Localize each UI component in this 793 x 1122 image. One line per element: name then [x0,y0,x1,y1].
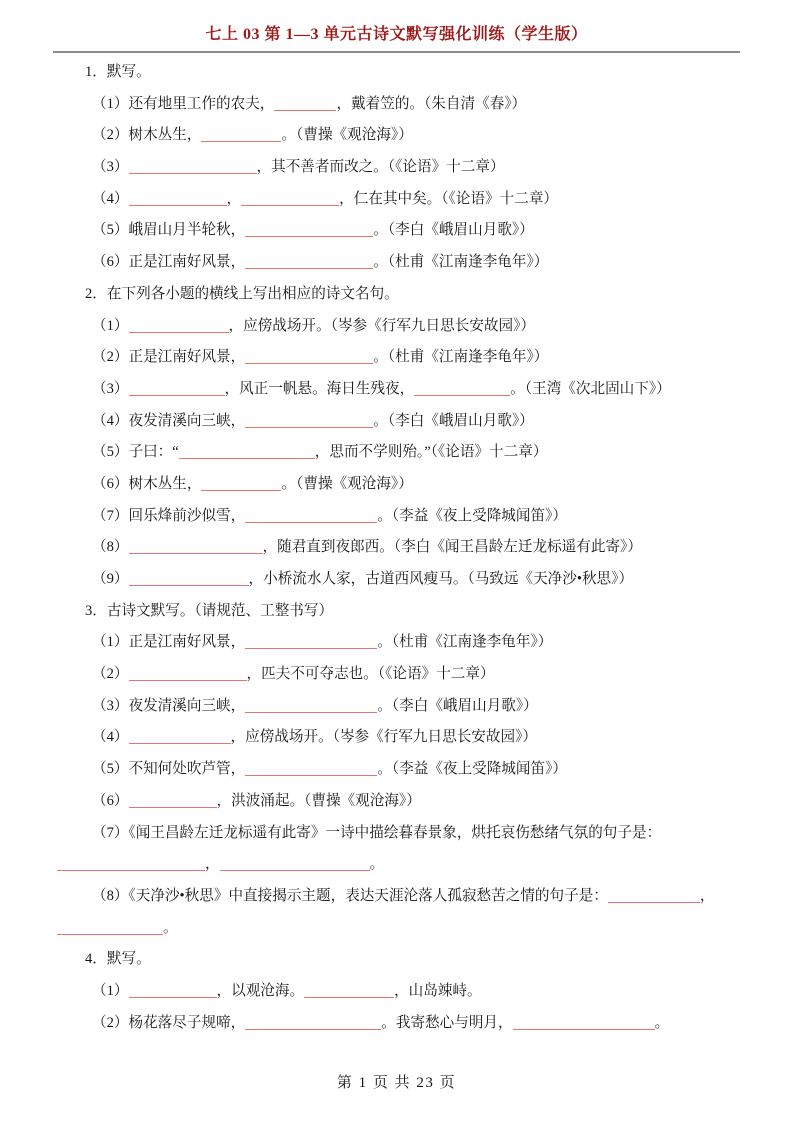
answer-blank [129,190,227,206]
text-segment: ，匹夫不可夺志也。（《论语》十二章） [246,666,495,683]
text-segment: （2）杨花落尽子规啼， [92,1014,246,1031]
text-segment: （7）回乐烽前沙似雪， [92,507,246,524]
text-segment: ，小桥流水人家，古道西风瘦马。（马致远《天净沙•秋思》） [248,571,634,587]
text-segment: 。（李益《夜上受降城闻笛》） [377,507,567,524]
text-segment: 。（王湾《次北固山下》） [510,380,671,397]
text-segment: （4） [92,729,129,746]
question-2-line-7 [92,469,775,501]
text-segment: （1） [92,982,129,999]
question-2-line-10 [92,564,775,596]
question-3-line-8 [92,818,775,850]
question-1-line-4 [92,152,775,184]
question-2-line-3 [92,342,775,374]
text-segment: ，应傍战场开。（岑参《行军九日思长安故园》） [228,317,535,334]
question-3 [57,596,775,945]
text-segment: 。（李白《峨眉山月歌》） [373,222,534,239]
answer-blank [245,1014,381,1030]
answer-blank [201,126,281,142]
question-3-line-3 [92,659,775,691]
text-segment: （3） [92,380,129,397]
question-1-line-2 [92,89,775,121]
page-footer: 第 1 页 共 23 页 [336,1075,457,1091]
text-segment: （5）子曰：“ [92,444,179,461]
text-segment: （3）夜发清溪向三峡， [92,697,246,714]
answer-blank [220,855,370,871]
text-segment: （2） [92,666,129,683]
text-segment: ，山岛竦峙。 [394,982,482,999]
answer-blank [274,95,336,111]
text-segment: （2）树木丛生， [92,127,202,144]
text-segment: ，随君直到夜郎西。（李白《闻王昌龄左迁龙标遥有此寄》） [262,539,642,556]
question-3-line-5 [92,722,775,754]
answer-blank [129,380,225,396]
text-segment: 。（杜甫《江南逢李龟年》） [377,634,553,651]
question-2-line-6 [92,437,775,469]
answer-blank [513,1014,655,1030]
answer-blank [129,982,217,998]
answer-blank [179,443,315,459]
text-segment: 1．默写。 [85,64,151,80]
text-segment: ，风正一帆悬。海日生残夜， [224,380,415,397]
question-4-line-1 [85,944,775,976]
text-segment: 。（曹操《观沧海》） [281,475,413,492]
question-3-line-9 [57,849,775,881]
text-segment: （5）峨眉山月半轮秋， [92,222,246,239]
question-4 [57,944,775,1039]
answer-blank [608,887,700,903]
question-2-line-9 [92,532,775,564]
answer-blank [245,253,373,269]
text-segment: （1） [92,317,129,334]
text-segment: 。（李益《夜上受降城闻笛》） [377,761,567,778]
document-body [0,53,793,1039]
text-segment: 2．在下列各小题的横线上写出相应的诗文名句。 [85,285,399,302]
text-segment: 。（杜甫《江南逢李龟年》） [373,254,549,271]
answer-blank [245,633,377,649]
text-segment: 4．默写。 [85,951,151,968]
answer-blank [129,792,217,808]
text-segment: ， [205,856,220,873]
text-segment: （7）《闻王昌龄左迁龙标遥有此寄》一诗中描绘暮春景象，烘托哀伤愁绪气氛的句子是： [92,824,662,841]
text-segment: 。（曹操《观沧海》） [281,127,413,144]
text-segment: （4）夜发清溪向三峡， [92,412,246,429]
question-1 [57,57,775,279]
text-segment: 。（李白《峨眉山月歌》） [377,697,538,714]
question-2-line-4 [92,374,775,406]
answer-blank [245,412,373,428]
text-segment: 3．古诗文默写。（请规范、工整书写） [85,602,334,619]
text-segment: （3） [92,159,129,176]
answer-blank [129,158,257,174]
text-segment: ，其不善者而改之。（《论语》十二章） [256,159,505,176]
question-3-line-10 [92,881,775,913]
text-segment: （6）正是江南好风景， [92,254,246,271]
answer-blank [245,348,373,364]
question-2-line-5 [92,406,775,438]
answer-blank [414,380,510,396]
text-segment: （5）不知何处吹芦管， [92,761,246,778]
answer-blank [57,855,205,871]
answer-blank [57,919,163,935]
text-segment: 。 [369,856,385,873]
text-segment: 。我寄愁心与明月， [381,1014,513,1031]
text-segment: （2）正是江南好风景， [92,349,246,366]
text-segment: （1）正是江南好风景， [92,634,246,651]
question-4-line-2 [92,976,775,1008]
question-2-line-2 [92,311,775,343]
question-4-line-3 [92,1008,775,1040]
answer-blank [129,728,231,744]
text-segment: （1）还有地里工作的农夫， [92,95,275,112]
question-1-line-7 [92,247,775,279]
text-segment: （9） [92,571,129,587]
answer-blank [245,760,377,776]
answer-blank [245,507,377,523]
question-1-line-6 [92,215,775,247]
question-1-line-5 [92,184,775,216]
text-segment: ，以观沧海。 [216,982,305,999]
question-3-line-2 [92,627,775,659]
question-3-line-11 [57,913,775,945]
answer-blank [241,190,339,206]
text-segment: （6） [92,792,129,809]
text-segment: 。（杜甫《江南逢李龟年》） [373,349,549,366]
question-3-line-7 [92,786,775,818]
question-3-line-1 [85,596,775,628]
text-segment: （6）树木丛生， [92,475,202,492]
text-segment: ，仁在其中矣。（《论语》十二章） [339,190,559,207]
answer-blank [129,665,247,681]
question-3-line-4 [92,691,775,723]
answer-blank [304,982,394,998]
text-segment: （8）《天净沙•秋思》中直接揭示主题，表达天涯沦落人孤寂愁苦之情的句子是： [92,887,608,904]
question-2-line-1 [85,279,775,311]
answer-blank [129,317,229,333]
text-segment: （8） [92,539,129,556]
answer-blank [129,538,263,554]
text-segment: 。 [163,919,178,936]
text-segment: ， [699,887,715,904]
text-segment: 。 [654,1014,670,1031]
answer-blank [245,697,377,713]
answer-blank [129,570,249,586]
answer-blank [245,221,373,237]
answer-blank [201,475,281,491]
text-segment: ，洪波涌起。（曹操《观沧海》） [216,792,421,809]
question-2 [57,279,775,596]
text-segment: 。（李白《峨眉山月歌》） [373,412,534,429]
question-1-line-1 [85,57,775,89]
text-segment: ，戴着笠的。（朱自清《春》） [336,95,527,112]
text-segment: ，应傍战场开。（岑参《行军九日思长安故园》） [230,729,537,746]
question-3-line-6 [92,754,775,786]
page-title: 七上 03 第 1—3 单元古诗文默写强化训练（学生版） [205,26,588,43]
text-segment: ， [226,190,242,207]
text-segment: ，思而不学则殆。”（《论语》十二章） [314,444,548,461]
text-segment: （4） [92,190,129,207]
question-2-line-8 [92,501,775,533]
question-1-line-3 [92,120,775,152]
